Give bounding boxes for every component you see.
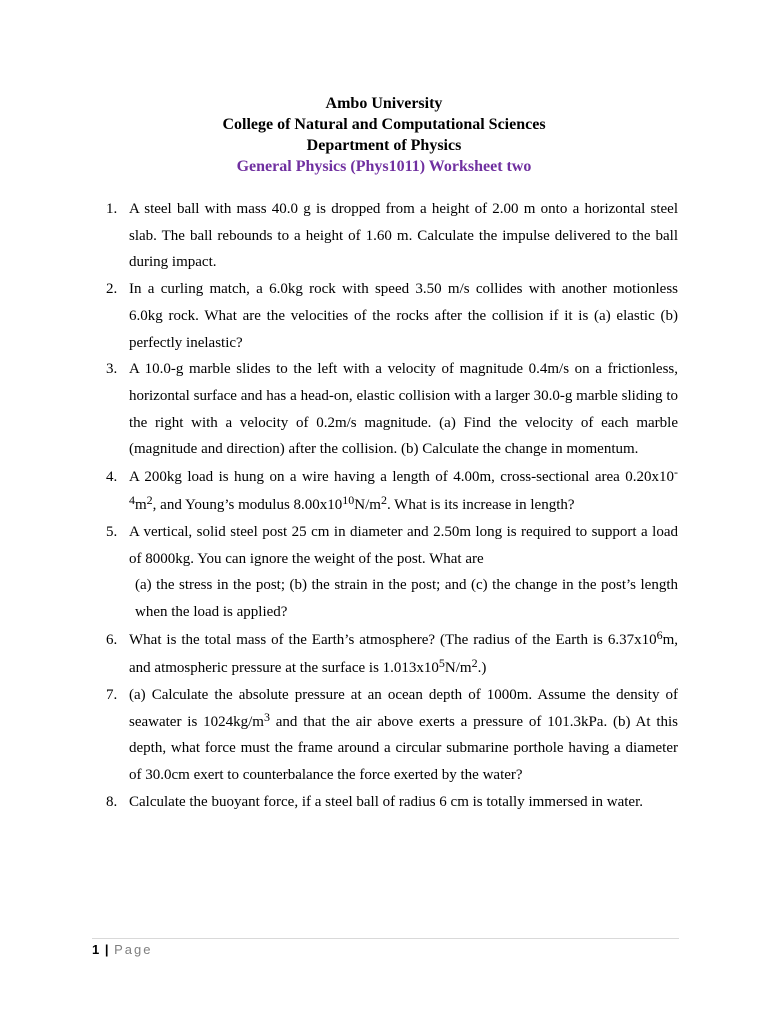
question-list <box>100 196 678 815</box>
text-segment: , and Young’s modulus 8.00x10 <box>152 497 343 514</box>
question-number: 8. <box>106 793 118 810</box>
page-footer <box>92 942 153 957</box>
page-number: 1 <box>92 942 100 957</box>
text-segment: .) <box>477 659 487 676</box>
question-8 <box>100 789 678 816</box>
text-segment: N/m <box>444 659 472 676</box>
text-segment: m <box>135 497 147 514</box>
text-segment: and that the air above exerts a pressure of 101.3kPa. (b) At this depth, what force must the frame around a circular submarine porthole having a diameter of 30.0cm exert to counterbalance the force exerted by the water? <box>129 713 678 783</box>
text-segment: N/m <box>354 497 381 514</box>
question-number: 3. <box>106 361 118 378</box>
question-5 <box>100 519 678 626</box>
question-3 <box>100 356 678 463</box>
university-name: Ambo University <box>325 95 443 112</box>
question-number: 2. <box>106 281 118 298</box>
superscript: 2 <box>380 493 387 508</box>
question-number: 7. <box>106 686 118 703</box>
superscript: 5 <box>438 655 445 670</box>
question-7 <box>100 682 678 789</box>
question-1 <box>100 196 678 276</box>
question-number: 4. <box>106 469 118 486</box>
question-text <box>129 627 678 676</box>
superscript: 6 <box>656 627 663 642</box>
question-number: 1. <box>106 201 118 217</box>
question-4 <box>100 463 678 519</box>
text-segment: A 200kg load is hung on a wire having a length of 4.00m, cross-sectional area 0.20x10 <box>129 469 674 486</box>
question-text: Calculate the buoyant force, if a steel ball of radius 6 cm is totally immersed in water. <box>129 793 644 810</box>
question-number: 6. <box>106 631 118 648</box>
college-name: College of Natural and Computational Sciences <box>222 116 546 133</box>
question-text: A steel ball with mass 40.0 g is dropped from a height of 2.00 m onto a horizontal steel slab. The ball rebounds to a height of 1.60 m. Calculate the impulse delivered to the ball during impact. <box>129 201 678 271</box>
superscript: 2 <box>146 493 153 508</box>
question-number: 5. <box>106 524 118 541</box>
worksheet-title: General Physics (Phys1011) Worksheet two <box>236 158 532 175</box>
superscript: 2 <box>471 655 478 670</box>
superscript: 3 <box>263 709 270 724</box>
superscript: 10 <box>342 493 355 508</box>
question-text <box>129 465 678 514</box>
text-segment: . What is its increase in length? <box>386 497 575 514</box>
question-text: In a curling match, a 6.0kg rock with speed 3.50 m/s collides with another motionless 6.0kg rock. What are the velocities of the rocks after the collision if it is (a) elastic (b) perfectly inelastic? <box>129 281 678 351</box>
footer-divider <box>92 938 679 939</box>
question-text: A vertical, solid steel post 25 cm in diameter and 2.50m long is required to support a load of 8000kg. You can ignore the weight of the post. What are <box>129 524 678 567</box>
text-segment: m, and atmospheric pressure at the surface is 1.013x10 <box>129 631 678 676</box>
question-text <box>129 687 678 783</box>
question-subparts: (a) the stress in the post; (b) the strain in the post; and (c) the change in the post’s length when the load is applied? <box>135 577 678 621</box>
department-name: Department of Physics <box>306 137 462 154</box>
page-label: Page <box>114 942 153 957</box>
text-segment: (a) Calculate the absolute pressure at an ocean depth of 1000m. Assume the density of seawater is 1024kg/m <box>129 686 678 730</box>
question-6 <box>100 626 678 682</box>
text-segment: What is the total mass of the Earth’s atmosphere? (The radius of the Earth is 6.37x10 <box>129 631 657 648</box>
question-text: A 10.0-g marble slides to the left with a velocity of magnitude 0.4m/s on a frictionless, horizontal surface and has a head-on, elastic collision with a larger 30.0-g marble sliding to the right with a velocity of 0.2m/s magnitude. (a) Find the velocity of each marble (magnitude and direction) after the collision. (b) Calculate the change in momentum. <box>129 361 678 458</box>
document-header <box>0 93 768 177</box>
question-2 <box>100 276 678 356</box>
footer-separator: | <box>104 942 109 957</box>
superscript: -4 <box>129 465 678 508</box>
